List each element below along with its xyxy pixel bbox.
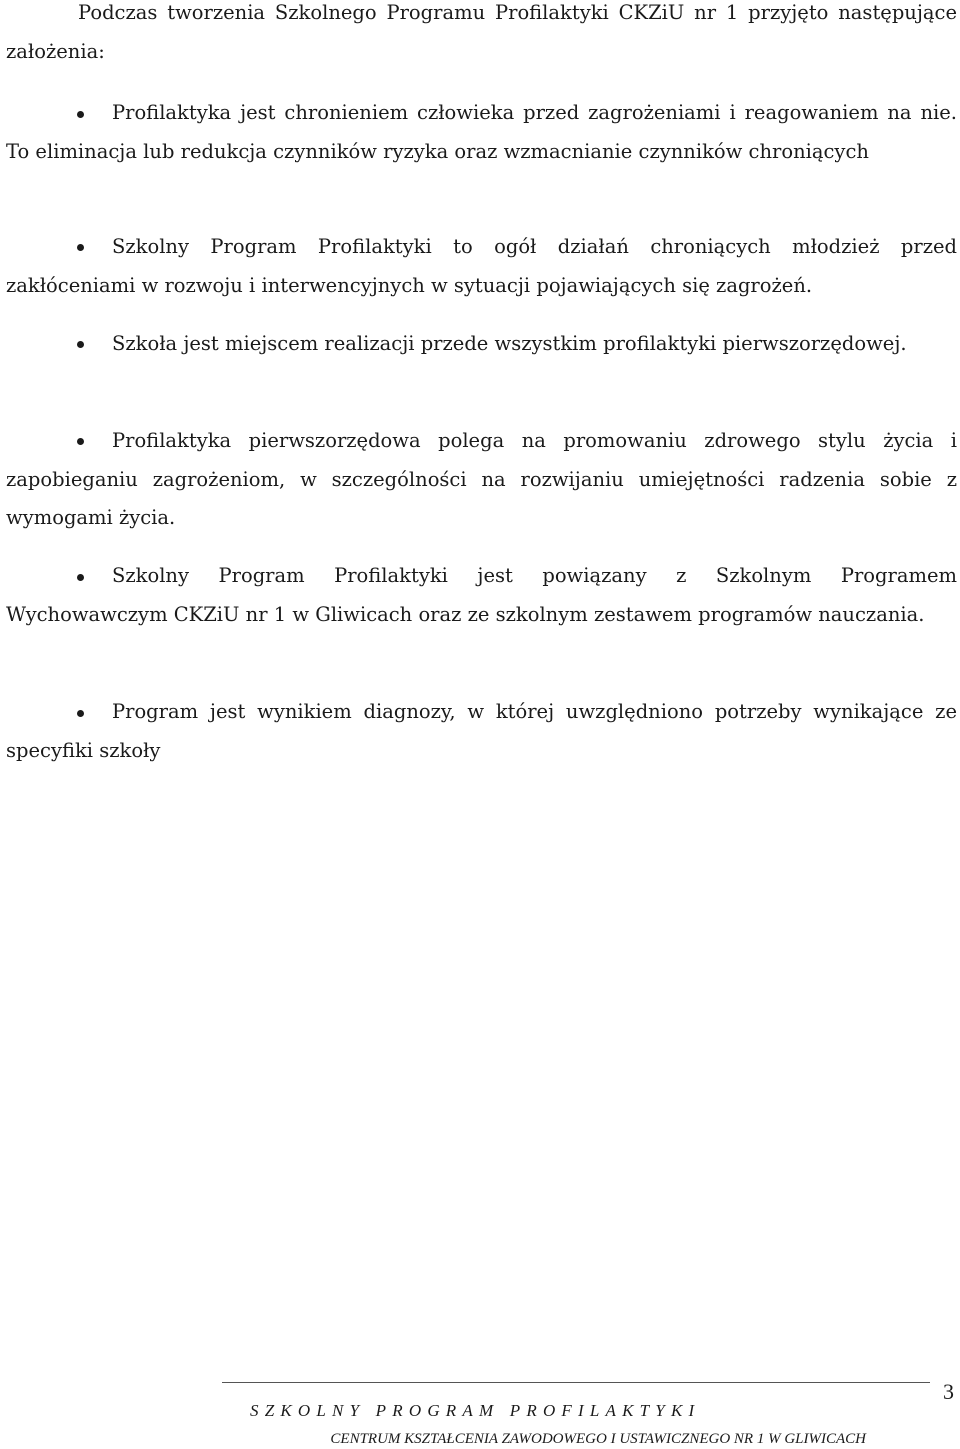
footer-divider: [222, 1382, 930, 1383]
page-number: 3: [943, 1379, 954, 1404]
footer-institution: CENTRUM KSZTAŁCENIA ZAWODOWEGO I USTAWICZNEGO NR 1 W GLIWICACH: [330, 1431, 866, 1447]
bullet-paragraph: Program jest wynikiem diagnozy, w której uwzględniono potrzeby wynikające ze specyfiki szkoły: [6, 700, 957, 762]
intro-paragraph: Podczas tworzenia Szkolnego Programu Profilaktyki CKZiU nr 1 przyjęto następujące założenia:: [6, 1, 957, 63]
bullet-paragraph: Szkolny Program Profilaktyki to ogół działań chroniących młodzież przed zakłóceniami w rozwoju i interwencyjnych w sytuacji pojawiających się zagrożeń.: [6, 235, 957, 297]
footer-title: SZKOLNY PROGRAM PROFILAKTYKI: [250, 1401, 701, 1420]
bullet-paragraph: Szkolny Program Profilaktyki jest powiązany z Szkolnym Programem Wychowawczym CKZiU nr 1 w Gliwicach oraz ze szkolnym zestawem programów nauczania.: [6, 564, 957, 626]
bullet-paragraph: Profilaktyka jest chronieniem człowieka przed zagrożeniami i reagowaniem na nie. To eliminacja lub redukcja czynników ryzyka oraz wzmacnianie czynników chroniących: [6, 101, 957, 163]
bullet-paragraph: Szkoła jest miejscem realizacji przede wszystkim profilaktyki pierwszorzędowej.: [112, 332, 907, 355]
bullet-paragraph: Profilaktyka pierwszorzędowa polega na promowaniu zdrowego stylu życia i zapobieganiu zagrożeniom, w szczególności na rozwijaniu umiejętności radzenia sobie z wymogami życia.: [6, 429, 957, 530]
